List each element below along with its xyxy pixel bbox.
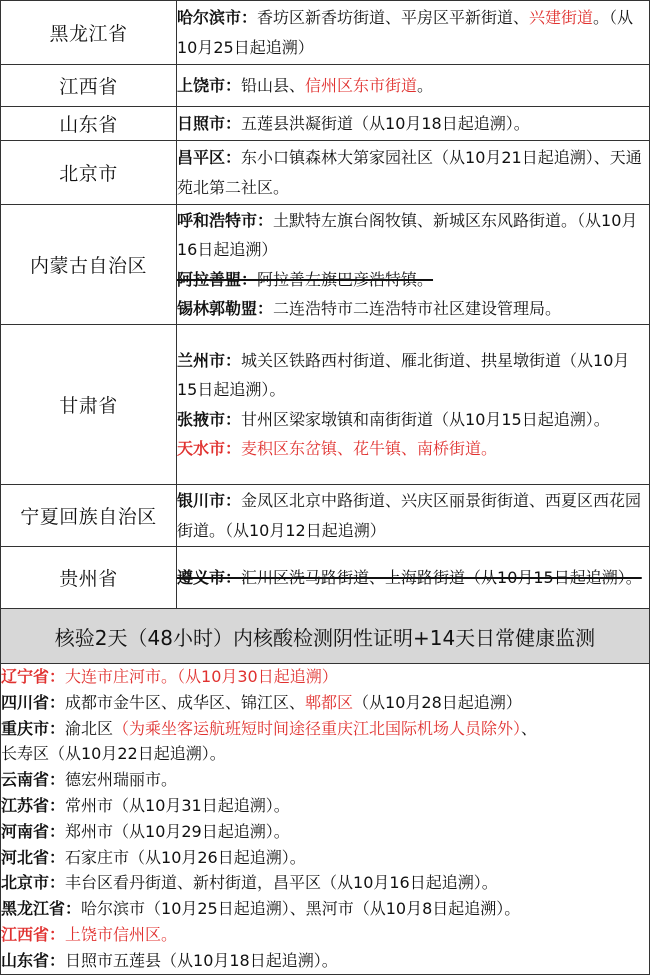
list-province: 辽宁省：: [1, 667, 66, 686]
province-detail: [177, 141, 650, 205]
area-text: 铅山县、: [241, 75, 306, 95]
area-text: 麦积区东岔镇、花牛镇、南桥街道。: [241, 439, 498, 458]
province-name: 贵州省: [1, 547, 177, 609]
list-item: [1, 664, 649, 690]
province-list: [1, 664, 650, 975]
list-text: 渝北区: [65, 718, 114, 738]
list-item: [1, 741, 649, 767]
area-entry: [177, 3, 649, 62]
section-header: 核验2天（48小时）内核酸检测阴性证明+14天日常健康监测: [1, 609, 650, 664]
province-name: 宁夏回族自治区: [1, 485, 177, 547]
list-text: 大连市庄河市。（从10月30日起追溯）: [65, 667, 338, 686]
list-item: [1, 819, 649, 845]
list-text: 长寿区（从10月22日起追溯）。: [1, 744, 226, 764]
province-detail: [177, 547, 650, 609]
list-text: 成都市金牛区、成华区、锦江区、: [65, 692, 306, 712]
province-name: 江西省: [1, 65, 177, 107]
city-name: 张掖市：: [177, 409, 242, 429]
list-province: 河北省：: [1, 847, 66, 867]
list-text: 石家庄市（从10月26日起追溯）。: [65, 847, 306, 867]
list-text: 日照市五莲县（从10月18日起追溯）。: [65, 950, 338, 970]
list-province: 重庆市：: [1, 718, 66, 738]
province-detail: [177, 325, 650, 485]
area-text: 五莲县洪凝街道（从10月18日起追溯）。: [241, 113, 530, 133]
city-name: 阿拉善盟：: [177, 269, 258, 289]
list-province: 河南省：: [1, 821, 66, 841]
area-entry: [177, 71, 649, 101]
city-name: 锡林郭勒盟：: [177, 299, 274, 318]
province-row: [1, 485, 650, 547]
area-entry: [177, 109, 649, 139]
area-text: 。: [417, 75, 434, 95]
list-text: （为乘坐客运航班短时间途径重庆江北国际机场人员除外）: [113, 718, 522, 738]
section-header-row: [1, 609, 650, 664]
list-text: 郫都区: [305, 692, 354, 712]
province-detail: [177, 107, 650, 141]
list-text: 郑州市（从10月29日起追溯）。: [65, 821, 290, 841]
area-text: 香坊区新香坊街道、平房区平新街道、: [257, 8, 530, 27]
province-row: [1, 547, 650, 609]
city-name: 遵义市：: [177, 567, 242, 587]
province-detail: [177, 485, 650, 547]
list-province: 四川省：: [1, 692, 66, 712]
area-text: 。（从10月25日起追溯）: [177, 8, 634, 57]
area-text: 城关区铁路西村街道、雁北街道、拱星墩街道（从10月15日起追溯）。: [177, 350, 630, 399]
province-list-row: [1, 664, 650, 975]
list-text: 、: [521, 718, 538, 738]
city-name: 天水市：: [177, 439, 242, 458]
area-text: 信州区东市街道: [305, 75, 418, 95]
list-item: [1, 948, 649, 974]
city-name: 兰州市：: [177, 350, 242, 370]
province-name: 内蒙古自治区: [1, 205, 177, 325]
list-province: 北京市：: [1, 873, 66, 893]
area-entry: [177, 206, 649, 265]
province-detail: [177, 1, 650, 65]
list-text: 上饶市信州区。: [65, 924, 178, 944]
area-text: 甘州区梁家墩镇和南街街道（从10月15日起追溯）。: [241, 409, 610, 429]
list-province: 黑龙江省：: [1, 899, 82, 919]
city-name: 银川市：: [177, 491, 242, 510]
province-name: 山东省: [1, 107, 177, 141]
list-item: [1, 690, 649, 716]
province-row: [1, 325, 650, 485]
list-item: [1, 845, 649, 871]
city-name: 昌平区：: [177, 148, 242, 167]
list-item: [1, 767, 649, 793]
list-text: 丰台区看丹街道、新村街道，昌平区（从10月16日起追溯）。: [65, 873, 498, 893]
province-name: 北京市: [1, 141, 177, 205]
area-entry: [177, 563, 649, 593]
area-entry: [177, 405, 649, 435]
province-name: 黑龙江省: [1, 1, 177, 65]
list-text: 德宏州瑞丽市。: [65, 770, 178, 790]
area-entry: [177, 486, 649, 545]
city-name: 日照市：: [177, 113, 242, 133]
area-entry: [177, 346, 649, 405]
city-name: 哈尔滨市：: [177, 8, 258, 27]
province-row: [1, 205, 650, 325]
city-name: 呼和浩特市：: [177, 210, 274, 230]
list-province: 江西省：: [1, 924, 66, 944]
area-text: 汇川区洗马路街道、上海路街道（从10月15日起追溯）。: [241, 567, 642, 587]
province-row: [1, 141, 650, 205]
list-text: 常州市（从10月31日起追溯）。: [65, 795, 290, 815]
province-detail: [177, 65, 650, 107]
province-row: [1, 65, 650, 107]
city-name: 上饶市：: [177, 75, 242, 95]
list-province: 江苏省：: [1, 795, 66, 815]
risk-area-table-body: [1, 1, 650, 975]
province-detail: [177, 205, 650, 325]
list-province: 山东省：: [1, 950, 66, 970]
list-item: [1, 793, 649, 819]
list-item: [1, 870, 649, 896]
list-text: （从10月28日起追溯）: [353, 692, 522, 712]
province-row: [1, 1, 650, 65]
list-item: [1, 922, 649, 948]
area-text: 阿拉善左旗巴彦浩特镇。: [257, 269, 434, 289]
area-entry: [177, 294, 649, 324]
area-text: 金凤区北京中路街道、兴庆区丽景街街道、西夏区西花园街道。（从10月12日起追溯）: [177, 491, 642, 540]
area-text: 兴建街道: [529, 8, 594, 27]
province-row: [1, 107, 650, 141]
area-text: 东小口镇森林大第家园社区（从10月21日起追溯）、天通苑北第二社区。: [177, 148, 642, 197]
list-province: 云南省：: [1, 770, 66, 790]
list-item: [1, 716, 649, 742]
province-name: 甘肃省: [1, 325, 177, 485]
area-entry: [177, 265, 649, 295]
list-item: [1, 896, 649, 922]
area-entry: [177, 434, 649, 464]
area-text: 二连浩特市二连浩特市社区建设管理局。: [273, 299, 562, 318]
area-entry: [177, 143, 649, 202]
area-text: 土默特左旗台阁牧镇、新城区东风路街道。（从10月16日起追溯）: [177, 210, 638, 259]
list-text: 哈尔滨市（10月25日起追溯）、黑河市（从10月8日起追溯）。: [81, 899, 521, 919]
